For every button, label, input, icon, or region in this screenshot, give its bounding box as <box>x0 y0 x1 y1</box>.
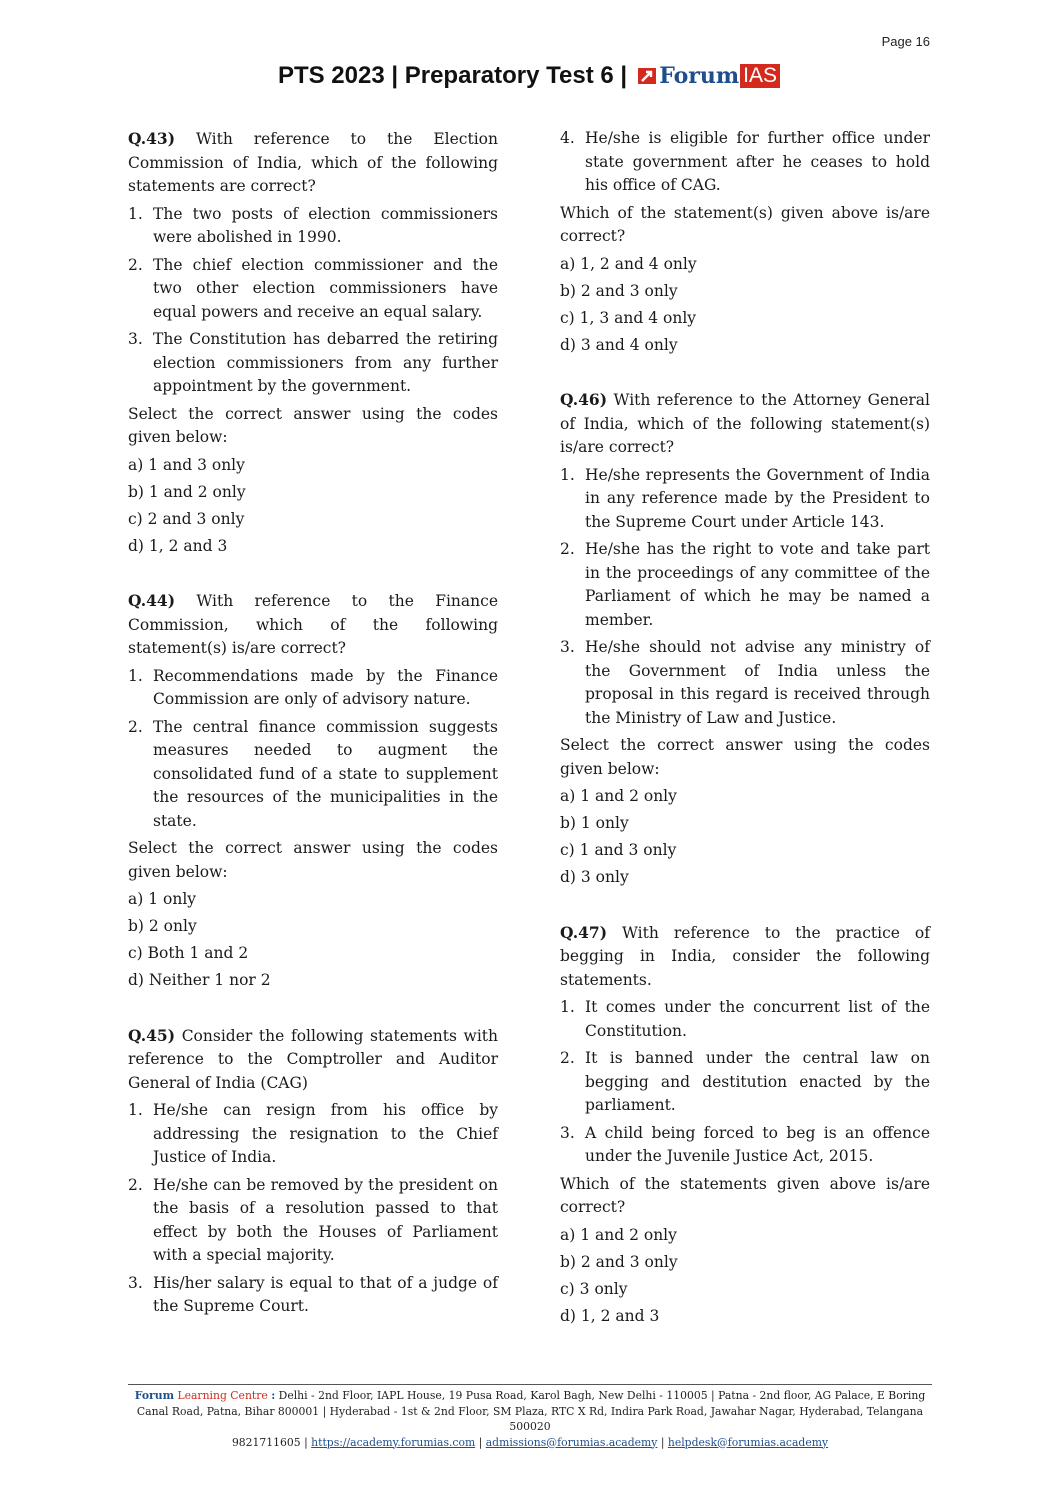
question-text: With reference to the Attorney General of India, which of the following statement(s) is/are correct? <box>560 391 930 456</box>
answer-option: d) 3 only <box>560 868 629 886</box>
statement <box>560 636 930 730</box>
statement-text: He/she represents the Government of India in any reference made by the President to the Supreme Court under Article 143. <box>585 465 930 531</box>
statement <box>128 328 498 399</box>
statement <box>128 1099 498 1170</box>
answer-option: c) 2 and 3 only <box>128 509 245 528</box>
answer-option: b) 1 and 2 only <box>128 482 246 501</box>
answer-prompt: Which of the statements given above is/are correct? <box>560 1174 930 1216</box>
question-46 <box>560 388 930 890</box>
statement-text: His/her salary is equal to that of a judge of the Supreme Court. <box>153 1273 498 1315</box>
statement <box>560 538 930 632</box>
question-47 <box>560 921 930 1329</box>
statement <box>560 1122 930 1169</box>
statement <box>560 127 930 198</box>
question-text: With reference to the Election Commission of India, which of the following statements are correct? <box>128 130 498 195</box>
footer-address-block <box>128 1388 932 1435</box>
answer-option: b) 2 and 3 only <box>560 1252 678 1271</box>
question-number: Q.46) <box>560 390 608 409</box>
answer-option: d) 1, 2 and 3 <box>560 1306 660 1325</box>
statement-number: 2. <box>128 255 143 274</box>
answer-option: d) 1, 2 and 3 <box>128 536 228 555</box>
answer-prompt: Select the correct answer using the codes given below: <box>560 736 930 778</box>
answer-option: c) 3 only <box>560 1279 628 1298</box>
statement-number: 3. <box>128 330 143 348</box>
statement-number: 2. <box>560 540 575 558</box>
answer-option: b) 2 and 3 only <box>560 281 678 300</box>
right-column <box>560 127 930 1359</box>
question-44 <box>128 589 498 993</box>
footer-colon: : <box>271 1389 276 1402</box>
statement-number: 1. <box>560 998 575 1016</box>
statement-text: It is banned under the central law on begging and destitution enacted by the parliament. <box>585 1049 930 1114</box>
logo-forum-text: Forum <box>659 63 740 89</box>
statement-text: The chief election commissioner and the two other election commissioners have equal powers and receive an equal salary. <box>153 255 498 321</box>
statement-text: He/she can resign from his office by addressing the resignation to the Chief Justice of India. <box>153 1101 498 1166</box>
statement-text: He/she is eligible for further office under state government after he ceases to hold his office of CAG. <box>585 129 930 194</box>
page-number: Page 16 <box>881 34 930 49</box>
footer-separator: | <box>660 1435 665 1449</box>
question-number: Q.47) <box>560 922 608 942</box>
question-45 <box>128 1024 498 1319</box>
statement-number: 1. <box>128 1101 143 1119</box>
footer-separator: | <box>478 1435 483 1449</box>
page-title: PTS 2023 | Preparatory Test 6 | <box>277 62 628 89</box>
question-stem <box>560 921 930 993</box>
left-column <box>128 127 498 1350</box>
question-text: With reference to the practice of begging in India, consider the following statements. <box>560 923 930 989</box>
footer-phone: 9821711605 <box>231 1435 301 1449</box>
statement-text: He/she should not advise any ministry of the Government of India unless the proposal in this regard is received through the Ministry of Law and Justice. <box>585 638 930 727</box>
statement-text: He/she has the right to vote and take part in the proceedings of any committee of the Parliament of which he may be named a member. <box>585 540 930 629</box>
answer-option: b) 2 only <box>128 917 197 935</box>
question-text: Consider the following statements with reference to the Comptroller and Auditor General of India (CAG) <box>128 1026 498 1092</box>
answer-option: c) Both 1 and 2 <box>128 944 249 962</box>
academy-link[interactable]: https://academy.forumias.com <box>311 1435 476 1449</box>
statement-number: 4. <box>560 129 575 147</box>
statement <box>128 1272 498 1319</box>
question-43 <box>128 127 498 558</box>
statement-text: Recommendations made by the Finance Commission are only of advisory nature. <box>153 666 498 708</box>
statement-number: 3. <box>560 1123 575 1142</box>
answer-prompt: Select the correct answer using the codes given below: <box>128 404 498 446</box>
question-stem <box>128 127 498 199</box>
answer-prompt: Select the correct answer using the codes given below: <box>128 839 498 881</box>
statement <box>128 203 498 250</box>
answer-prompt: Which of the statement(s) given above is/are correct? <box>560 203 930 245</box>
answer-option: d) Neither 1 nor 2 <box>128 971 271 989</box>
page-footer <box>128 1384 932 1450</box>
statement <box>128 254 498 325</box>
statement-number: 2. <box>560 1049 575 1067</box>
statement-number: 1. <box>128 204 143 223</box>
question-number: Q.44) <box>128 591 176 610</box>
arrow-logo-icon <box>638 66 658 86</box>
statement-number: 1. <box>128 666 143 685</box>
statement-text: The central finance commission suggests measures needed to augment the consolidated fund of a state to supplement the resources of the municipalities in the state. <box>153 717 498 830</box>
question-stem <box>128 589 498 661</box>
answer-option: a) 1 and 2 only <box>560 1225 677 1244</box>
admissions-email-link[interactable]: admissions@forumias.academy <box>485 1435 658 1449</box>
statement <box>128 665 498 712</box>
question-stem <box>128 1024 498 1096</box>
statement-number: 2. <box>128 717 143 736</box>
footer-brand-forum: Forum <box>134 1389 174 1402</box>
footer-brand-learning-centre: Learning Centre <box>177 1389 268 1402</box>
statement-text: The two posts of election commissioners were abolished in 1990. <box>153 204 498 246</box>
statement-text: A child being forced to beg is an offence under the Juvenile Justice Act, 2015. <box>585 1123 930 1165</box>
question-text: With reference to the Finance Commission, which of the following statement(s) is/are correct? <box>128 592 498 657</box>
helpdesk-email-link[interactable]: helpdesk@forumias.academy <box>667 1435 829 1449</box>
statement <box>560 464 930 535</box>
logo-ias-text: IAS <box>740 64 780 88</box>
statement-number: 3. <box>560 638 575 656</box>
statement-text: The Constitution has debarred the retiring election commissioners from any further appointment by the government. <box>153 330 498 395</box>
answer-option: a) 1 only <box>128 890 197 908</box>
statement-text: It comes under the concurrent list of the Constitution. <box>585 998 930 1040</box>
statement-number: 1. <box>560 465 575 484</box>
footer-separator: | <box>304 1435 308 1449</box>
question-45-continued <box>560 127 930 357</box>
forumias-logo <box>638 63 780 89</box>
statement <box>560 1047 930 1118</box>
footer-address: Delhi - 2nd Floor, IAPL House, 19 Pusa Road, Karol Bagh, New Delhi - 110005 | Patna - 2nd floor, AG Palace, E Boring Canal Road, Patna, Bihar 800001 | Hyderabad - 1st & 2nd Floor, SM Plaza, RTC X Rd, Indira Park Road, Jawahar Nagar, Hyderabad, Telangana 500020 <box>136 1389 926 1433</box>
statement <box>128 716 498 834</box>
answer-option: c) 1 and 3 only <box>560 841 677 859</box>
statement-number: 3. <box>128 1273 143 1292</box>
answer-option: a) 1 and 3 only <box>128 455 245 474</box>
page-header <box>0 62 1058 90</box>
answer-option: b) 1 only <box>560 814 629 832</box>
footer-contacts <box>128 1435 932 1451</box>
question-number: Q.45) <box>128 1025 176 1045</box>
answer-option: a) 1 and 2 only <box>560 787 677 805</box>
answer-option: d) 3 and 4 only <box>560 335 678 354</box>
answer-option: c) 1, 3 and 4 only <box>560 308 697 327</box>
statement-number: 2. <box>128 1175 143 1194</box>
statement <box>560 996 930 1043</box>
question-stem <box>560 388 930 460</box>
question-number: Q.43) <box>128 129 176 148</box>
answer-option: a) 1, 2 and 4 only <box>560 254 697 273</box>
statement-text: He/she can be removed by the president on the basis of a resolution passed to that effect by both the Houses of Parliament with a special majority. <box>153 1175 498 1264</box>
statement <box>128 1174 498 1268</box>
